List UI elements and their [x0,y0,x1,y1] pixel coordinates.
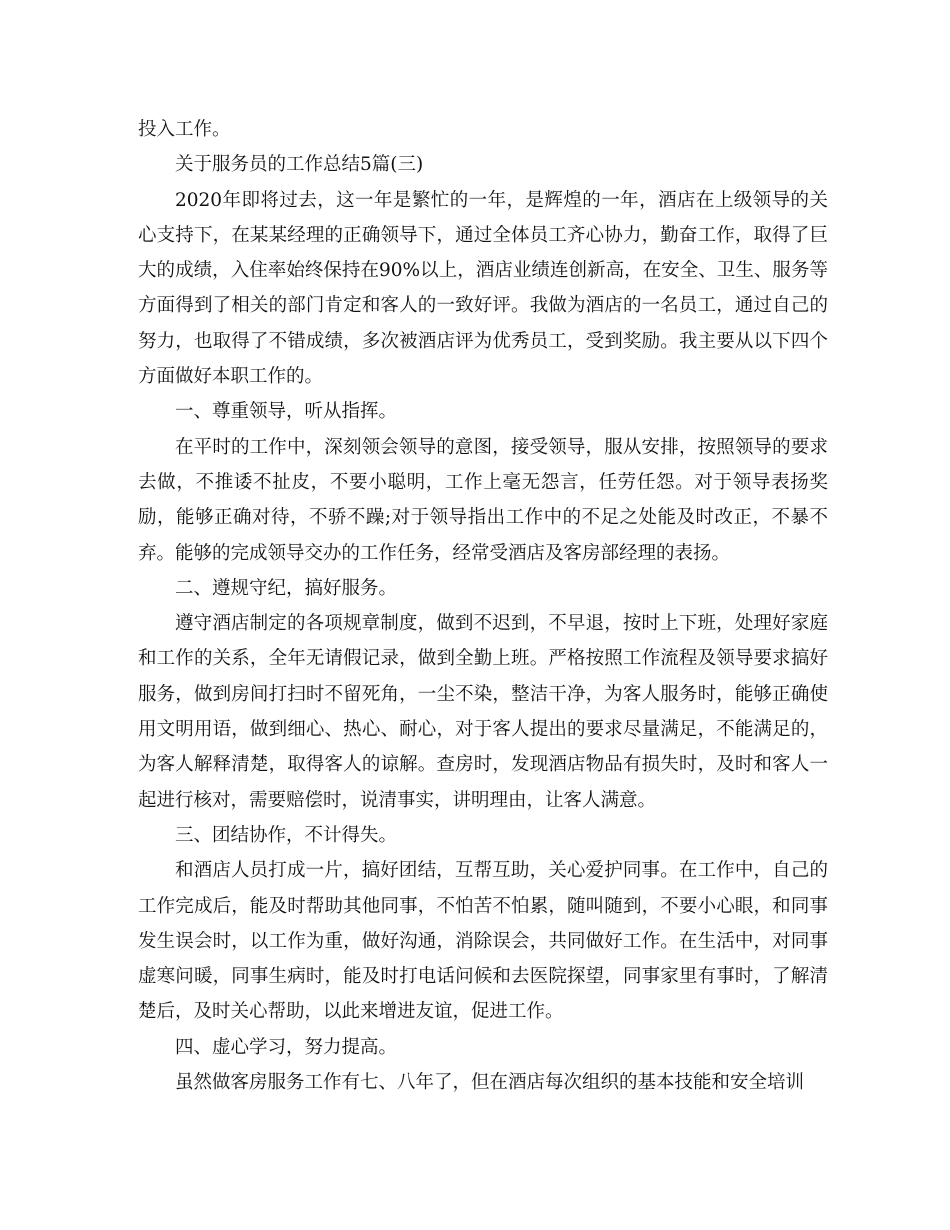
heading-respect-leadership: 一、尊重领导，听从指挥。 [175,401,398,423]
heading-teamwork: 三、团结协作，不计得失。 [175,824,398,846]
section-title: 关于服务员的工作总结5篇(三) [175,154,424,176]
paragraph-continuation: 投入工作。 [138,119,231,140]
paragraph-discipline-service: 遵守酒店制定的各项规章制度，做到不迟到，不早退，按时上下班，处理好家庭和工作的关系，全年无请假记录，做到全勤上班。严格按照工作流程及领导要求搞好服务，做到房间打扫时不留死角，一尘不染，整洁干净，为客人服务时，能够正确使用文明用语，做到细心、热心、耐心，对于客人提出的要求尽量满足，不能满足的，为客人解释清楚，取得客人的谅解。查房时，发现酒店物品有损失时，及时和客人一起进行核对，需要赔偿时，说清事实，讲明理由，让客人满意。 [138,613,828,811]
heading-learning: 四、虚心学习，努力提高。 [175,1036,398,1058]
paragraph-respect-leadership: 在平时的工作中，深刻领会领导的意图，接受领导，服从安排，按照领导的要求去做，不推诿不扯皮，不要小聪明，工作上毫无怨言，任劳任怨。对于领导表扬奖励，能够正确对待，不骄不躁;对于领导指出工作中的不足之处能及时改正，不暴不弃。能够的完成领导交办的工作任务，经常受酒店及客房部经理的表扬。 [138,436,828,564]
paragraph-teamwork: 和酒店人员打成一片，搞好团结，互帮互助，关心爱护同事。在工作中，自己的工作完成后，能及时帮助其他同事，不怕苦不怕累，随叫随到，不要小心眼，和同事发生误会时，以工作为重，做好沟通，消除误会，共同做好工作。在生活中，对同事虚寒问暖，同事生病时，能及时打电话问候和去医院探望，同事家里有事时，了解清楚后，及时关心帮助，以此来增进友谊，促进工作。 [138,860,828,1023]
document-body [138,112,828,1100]
paragraph-learning: 虽然做客房服务工作有七、八年了，但在酒店每次组织的基本技能和安全培训 [175,1072,805,1094]
heading-discipline-service: 二、遵规守纪，搞好服务。 [175,577,398,599]
paragraph-intro: 2020年即将过去，这一年是繁忙的一年，是辉煌的一年，酒店在上级领导的关心支持下，在某某经理的正确领导下，通过全体员工齐心协力，勤奋工作，取得了巨大的成绩，入住率始终保持在90%以上，酒店业绩连创新高，在安全、卫生、服务等方面得到了相关的部门肯定和客人的一致好评。我做为酒店的一名员工，通过自己的努力，也取得了不错成绩，多次被酒店评为优秀员工，受到奖励。我主要从以下四个方面做好本职工作的。 [138,189,828,388]
